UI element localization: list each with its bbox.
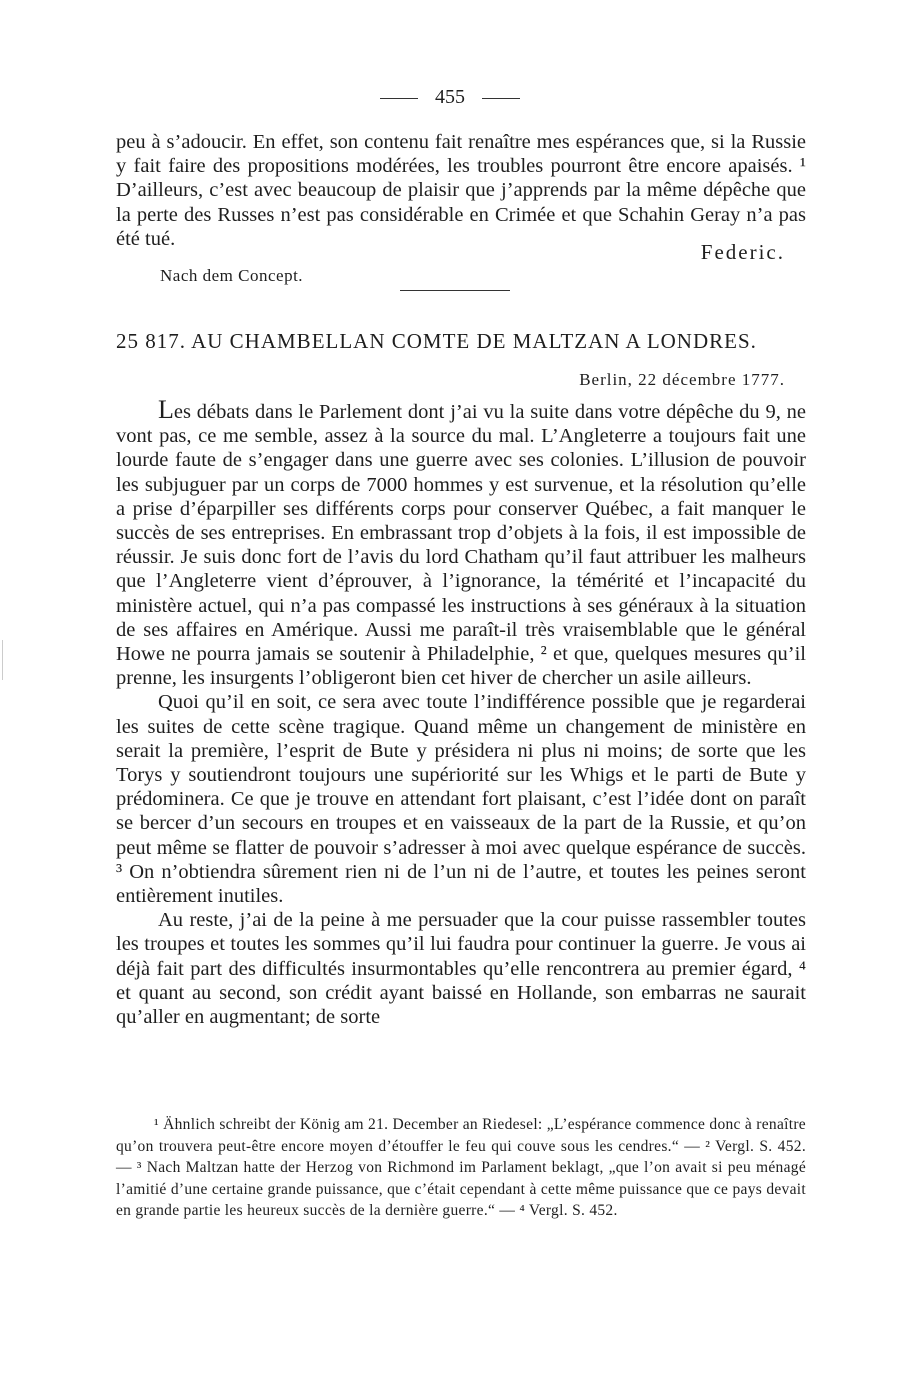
letter-paragraph-3: Au reste, j’ai de la peine à me persuader que la cour puisse rassembler toutes les troupes et toutes les sommes qu’il lui faudra pour continuer la guerre. Je vous ai déjà fait part des difficultés insurmontables qu’elle rencontrera au premier égard, ⁴ et quant au second, son crédit ayant baissé en Hollande, son embarras ne saurait qu’aller en augmentant; de sorte <box>116 909 806 1029</box>
continuation-text: peu à s’adoucir. En effet, son contenu fait renaître mes espérances que, si la Russie y fait faire des propositions modérées, les troubles pourront être encore apaisés. ¹ D’ailleurs, c’est avec beaucoup de plaisir que j’apprends par la même dépêche que la perte des Russes n’est pas considérable en Crimée et que Schahin Geray n’a pas été tué. <box>116 131 806 250</box>
letter-body <box>116 395 806 1029</box>
letter-paragraph-2: Quoi qu’il en soit, ce sera avec toute l’indifférence possible que je regarderai les suites de cette scène tragique. Quand même un changement de ministère en serait la première, l’esprit de Bute y présidera ni plus ni moins; de sorte que les Torys y soutiendront toujours une supériorité sur les Whigs et le parti de Bute y prédominera. Ce que je trouve en attendant fort plaisant, c’est l’idée dont on paraît se bercer d’un secours en troupes et en vaisseaux de la part de la Russie, et qu’on peut même se flatter de pouvoir s’adresser à moi avec quelque espérance de succès. ³ On n’obtiendra sûrement rien ni de l’un ni de l’autre, et toutes les peines seront entièrement inutiles. <box>116 691 806 908</box>
paragraph-1-text: es débats dans le Parlement dont j’ai vu la suite dans votre dépêche du 9, ne vont pas, ce me semble, assez à la source du mal. L’Angleterre a toujours fait une lourde faute de s’engager dans une guerre avec ses colonies. L’illusion de pouvoir les subjuguer par un corps de 7000 hommes y est survenue, et la résolution qu’elle a prise d’éparpiller ses différents corps pour conserver Québec, a fait manquer le succès de ses entreprises. En embrassant trop d’objets à la fois, il est impossible de réussir. Je suis donc fort de l’avis du lord Chatham qu’il faut attribuer les malheurs que l’Angleterre vient d’éprouver, à l’ignorance, la témérité et l’incapacité du ministère actuel, qui n’a pas compassé les instructions à ses généraux à la situation de ses affaires en Amérique. Aussi me paraît-il très vraisemblable que le général Howe ne pourra jamais se soutenir à Philadelphie, ² et que, quelques mesures qu’il prenne, les insurgents l’obligeront bien cet hiver de chercher un asile ailleurs. <box>116 401 806 690</box>
section-divider <box>400 290 510 291</box>
footnotes <box>116 1114 806 1222</box>
signature: Federic. <box>700 240 785 264</box>
letter-heading: 25 817. AU CHAMBELLAN COMTE DE MALTZAN A LONDRES. <box>116 329 757 353</box>
header-rule-left <box>380 98 418 99</box>
letter-paragraph-1 <box>116 395 806 690</box>
scan-margin-mark <box>2 640 5 680</box>
page-number: 455 <box>435 86 465 108</box>
continuation-paragraph <box>116 130 806 251</box>
source-note: Nach dem Concept. <box>160 266 304 285</box>
footnotes-text: ¹ Ähnlich schreibt der König am 21. December an Riedesel: „L’espérance commence donc à renaître qu’on trouvera peut-être encore moyen d’étouffer le feu qui couve sous les cendres.“ — ² Vergl. S. 452. — ³ Nach Maltzan hatte der Herzog von Richmond im Parlament beklagt, „que l’on avait si peu ménagé l’amitié d’une certaine grande puissance, que c’était cependant à cette même puissance que ce pays devait en grande partie les heureux succès de la dernière guerre.“ — ⁴ Vergl. S. 452. <box>116 1116 806 1219</box>
page-header <box>0 86 900 109</box>
letter-dateline: Berlin, 22 décembre 1777. <box>579 370 785 389</box>
initial-letter: L <box>158 395 174 424</box>
header-rule-right <box>482 98 520 99</box>
